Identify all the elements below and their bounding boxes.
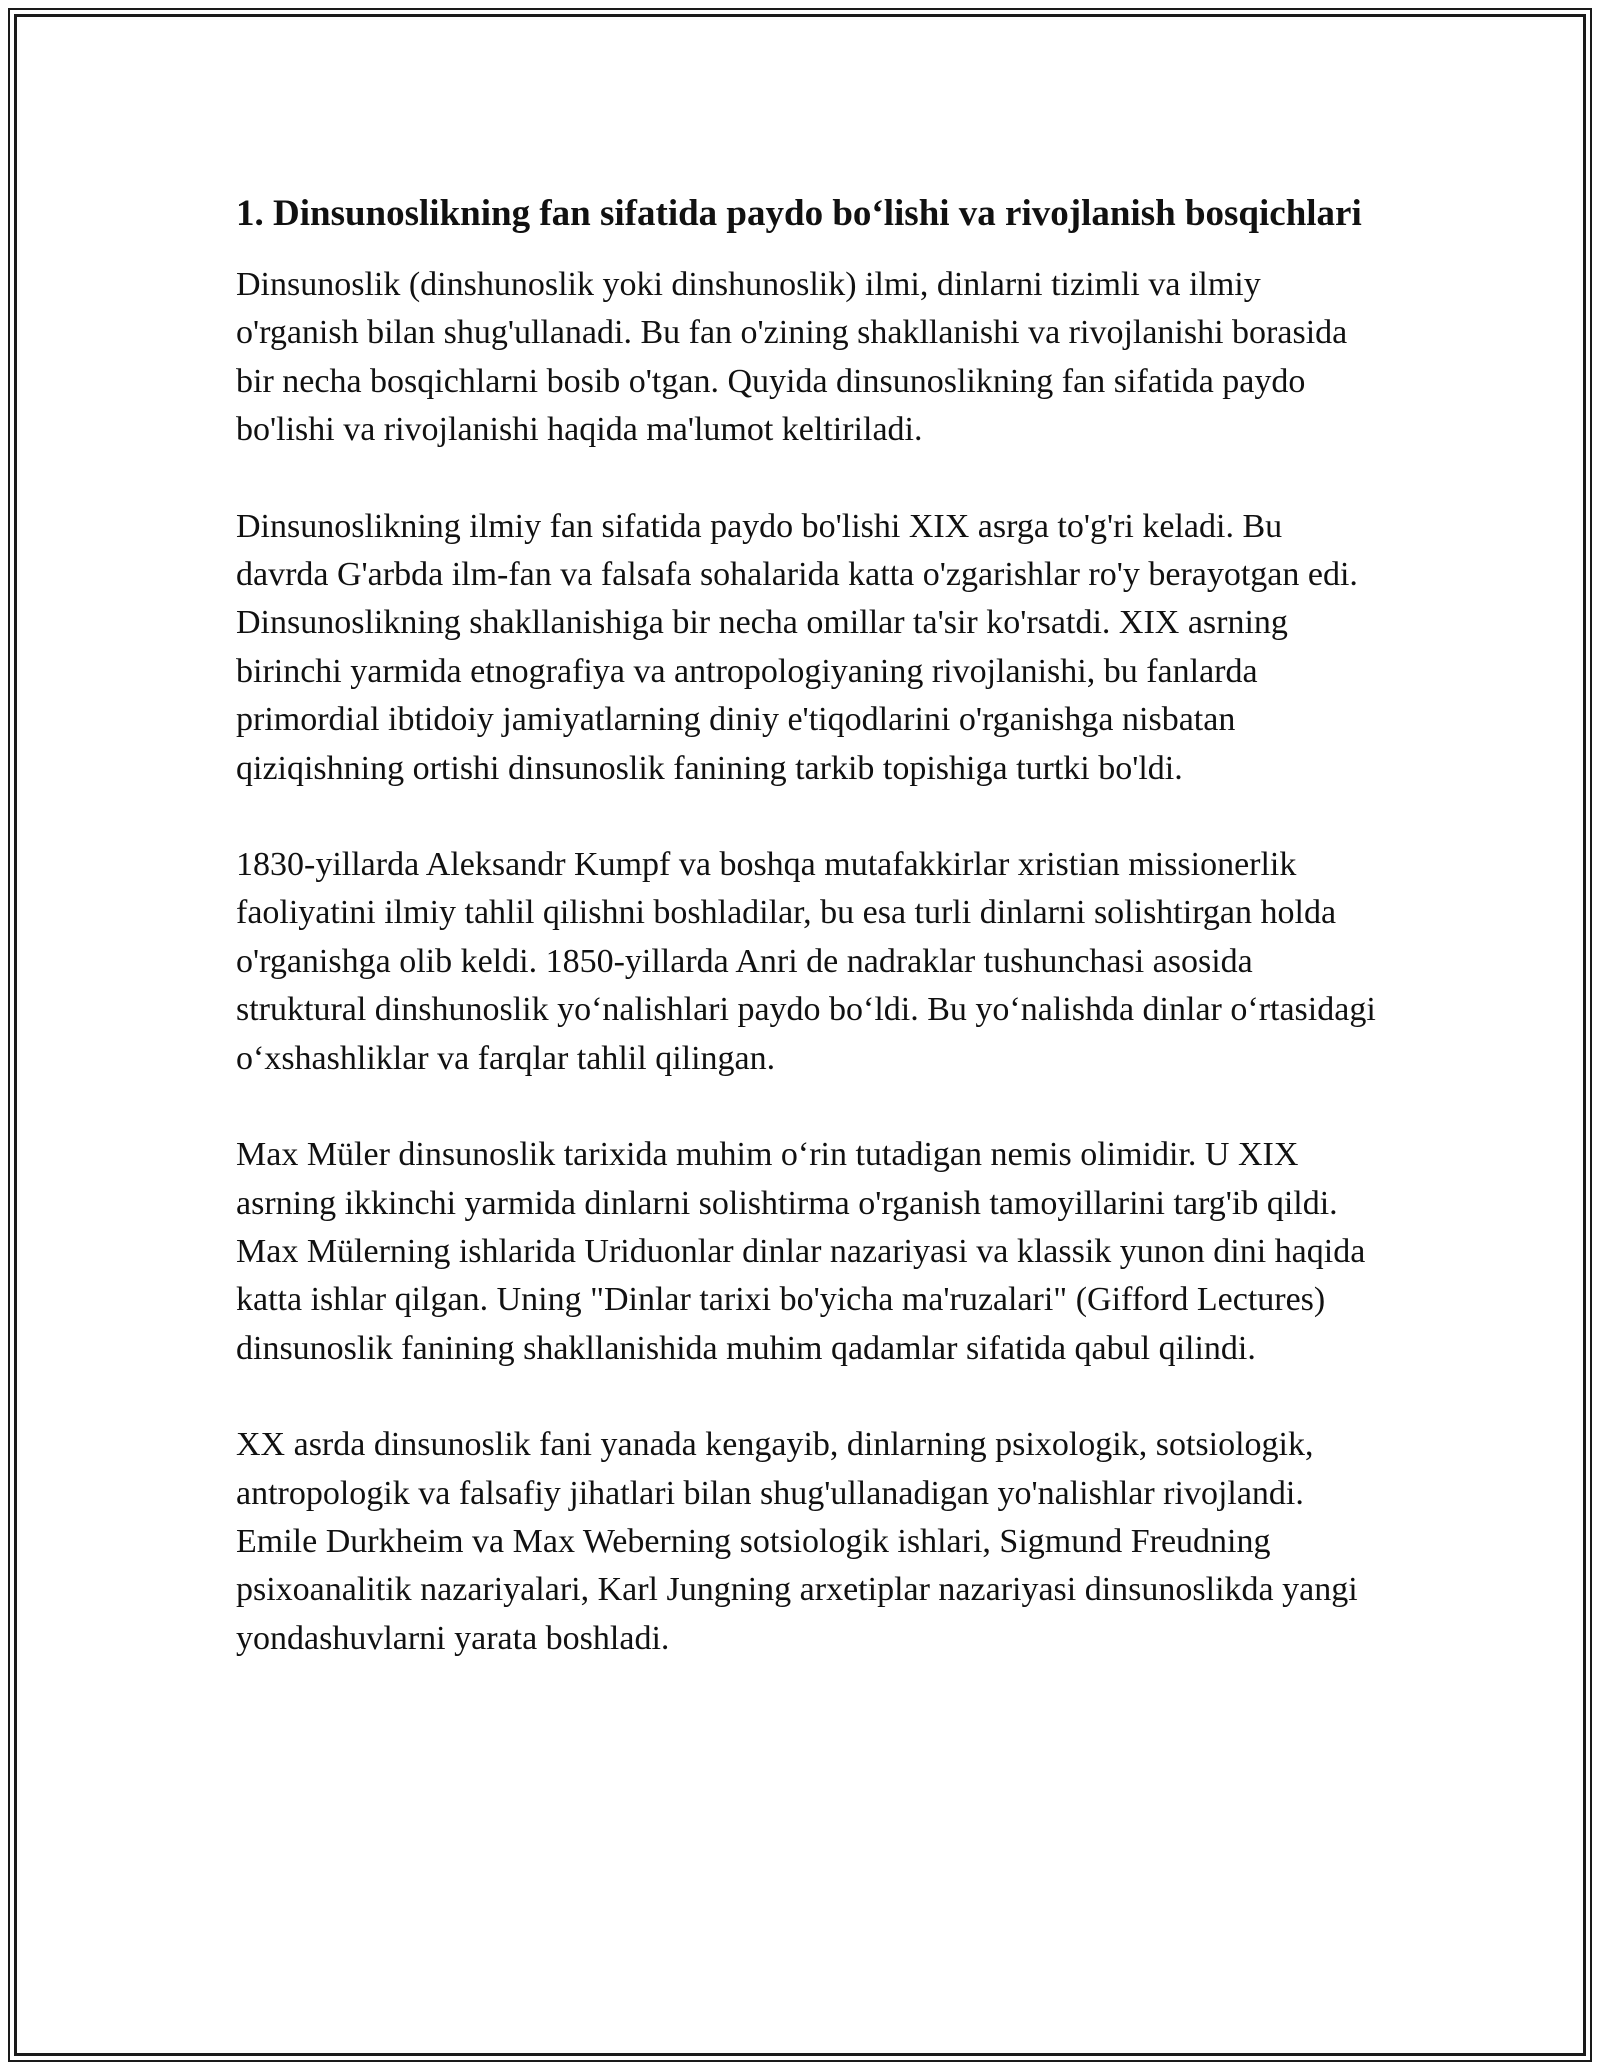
paragraph-4: Max Müler dinsunoslik tarixida muhim oʻrin tutadigan nemis olimidir. U XIX asrning ikkinchi yarmida dinlarni solishtirma o'rganish tamoyillarini targ'ib qildi. Max Mülerning ishlarida Uriduonlar dinlar nazariyasi va klassik yunon dini haqida katta ishlar qilgan. Uning "Dinlar tarixi bo'yicha ma'ruzalari" (Gifford Lectures) dinsunoslik fanining shakllanishida muhim qadamlar sifatida qabul qilindi. — [236, 1136, 1366, 1367]
paragraph-3: 1830-yillarda Aleksandr Kumpf va boshqa mutafakkirlar xristian missionerlik faoliyatini ilmiy tahlil qilishni boshladilar, bu esa turli dinlarni solishtirgan holda o'rganishga olib keldi. 1850-yillarda Anri de nadraklar tushunchasi asosida struktural dinshunoslik yoʻnalishlari paydo boʻldi. Bu yoʻnalishda dinlar oʻrtasidagi oʻxshashliklar va farqlar tahlil qilingan. — [236, 846, 1376, 1077]
paragraph-5: XX asrda dinsunoslik fani yanada kengayib, dinlarning psixologik, sotsiologik, antropologik va falsafiy jihatlari bilan shug'ullanadigan yo'nalishlar rivojlandi. Emile Durkheim va Max Weberning sotsiologik ishlari, Sigmund Freudning psixoanalitik nazariyalari, Karl Jungning arxetiplar nazariyasi dinsunoslikda yangi yondashuvlarni yarata boshladi. — [236, 1426, 1358, 1657]
section-heading: 1. Dinsunoslikning fan sifatida paydo boʻlishi va rivojlanish bosqichlari — [236, 193, 1362, 234]
paragraph-1: Dinsunoslik (dinshunoslik yoki dinshunoslik) ilmi, dinlarni tizimli va ilmiy o'rganish bilan shug'ullanadi. Bu fan o'zining shakllanishi va rivojlanishi borasida bir necha bosqichlarni bosib o'tgan. Quyida dinsunoslikning fan sifatida paydo bo'lishi va rivojlanishi haqida ma'lumot keltiriladi. — [236, 266, 1348, 449]
document-body — [236, 186, 1376, 1711]
paragraph-2: Dinsunoslikning ilmiy fan sifatida paydo bo'lishi XIX asrga to'g'ri keladi. Bu davrda G'arbda ilm-fan va falsafa sohalarida katta o'zgarishlar ro'y berayotgan edi. Dinsunoslikning shakllanishiga bir necha omillar ta'sir ko'rsatdi. XIX asrning birinchi yarmida etnografiya va antropologiyaning rivojlanishi, bu fanlarda primordial ibtidoiy jamiyatlarning diniy e'tiqodlarini o'rganishga nisbatan qiziqishning ortishi dinsunoslik fanining tarkib topishiga turtki bo'ldi. — [236, 507, 1358, 787]
